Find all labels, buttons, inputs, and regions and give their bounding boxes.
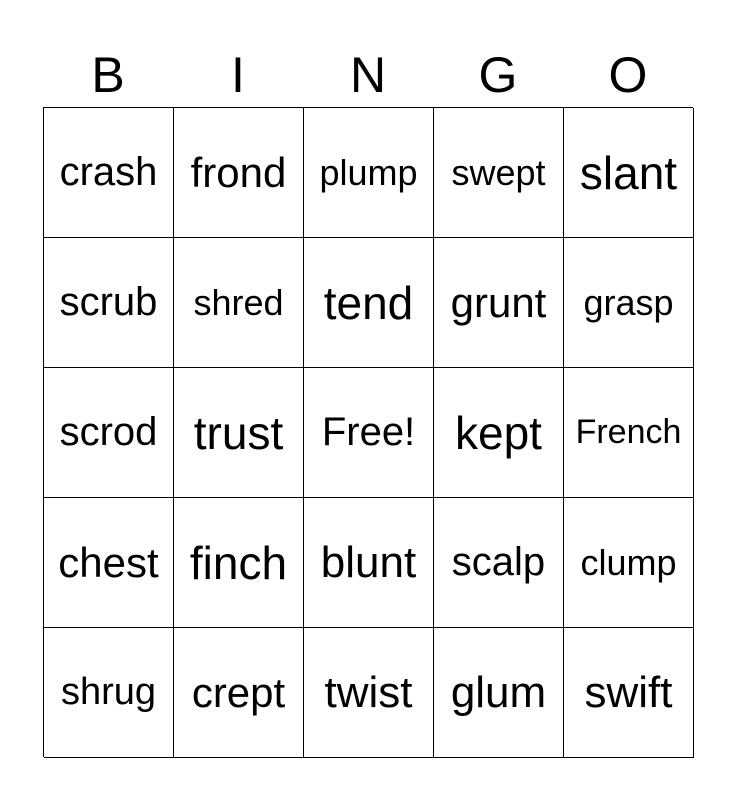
bingo-cell[interactable]: French: [564, 368, 694, 498]
bingo-cell[interactable]: slant: [564, 108, 694, 238]
bingo-cell[interactable]: scrub: [44, 238, 174, 368]
bingo-cell[interactable]: crept: [174, 628, 304, 758]
bingo-cell[interactable]: crash: [44, 108, 174, 238]
header-letter-o: O: [608, 47, 648, 103]
free-space-cell[interactable]: Free!: [304, 368, 434, 498]
bingo-cell[interactable]: grunt: [434, 238, 564, 368]
bingo-cell[interactable]: shrug: [44, 628, 174, 758]
bingo-cell[interactable]: plump: [304, 108, 434, 238]
bingo-grid: [43, 107, 693, 757]
bingo-header: [43, 44, 693, 106]
bingo-cell[interactable]: tend: [304, 238, 434, 368]
bingo-cell[interactable]: scalp: [434, 498, 564, 628]
bingo-cell[interactable]: finch: [174, 498, 304, 628]
bingo-cell[interactable]: trust: [174, 368, 304, 498]
bingo-cell[interactable]: frond: [174, 108, 304, 238]
bingo-cell[interactable]: swept: [434, 108, 564, 238]
header-letter-b: B: [91, 47, 125, 103]
bingo-cell[interactable]: chest: [44, 498, 174, 628]
header-letter-n: N: [349, 47, 387, 103]
bingo-cell[interactable]: swift: [564, 628, 694, 758]
header-letter-g: G: [478, 47, 518, 103]
bingo-cell[interactable]: glum: [434, 628, 564, 758]
bingo-cell[interactable]: scrod: [44, 368, 174, 498]
header-letter-i: I: [231, 47, 245, 103]
bingo-cell[interactable]: shred: [174, 238, 304, 368]
bingo-cell[interactable]: kept: [434, 368, 564, 498]
bingo-cell[interactable]: twist: [304, 628, 434, 758]
bingo-cell[interactable]: blunt: [304, 498, 434, 628]
bingo-cell[interactable]: grasp: [564, 238, 694, 368]
bingo-cell[interactable]: clump: [564, 498, 694, 628]
